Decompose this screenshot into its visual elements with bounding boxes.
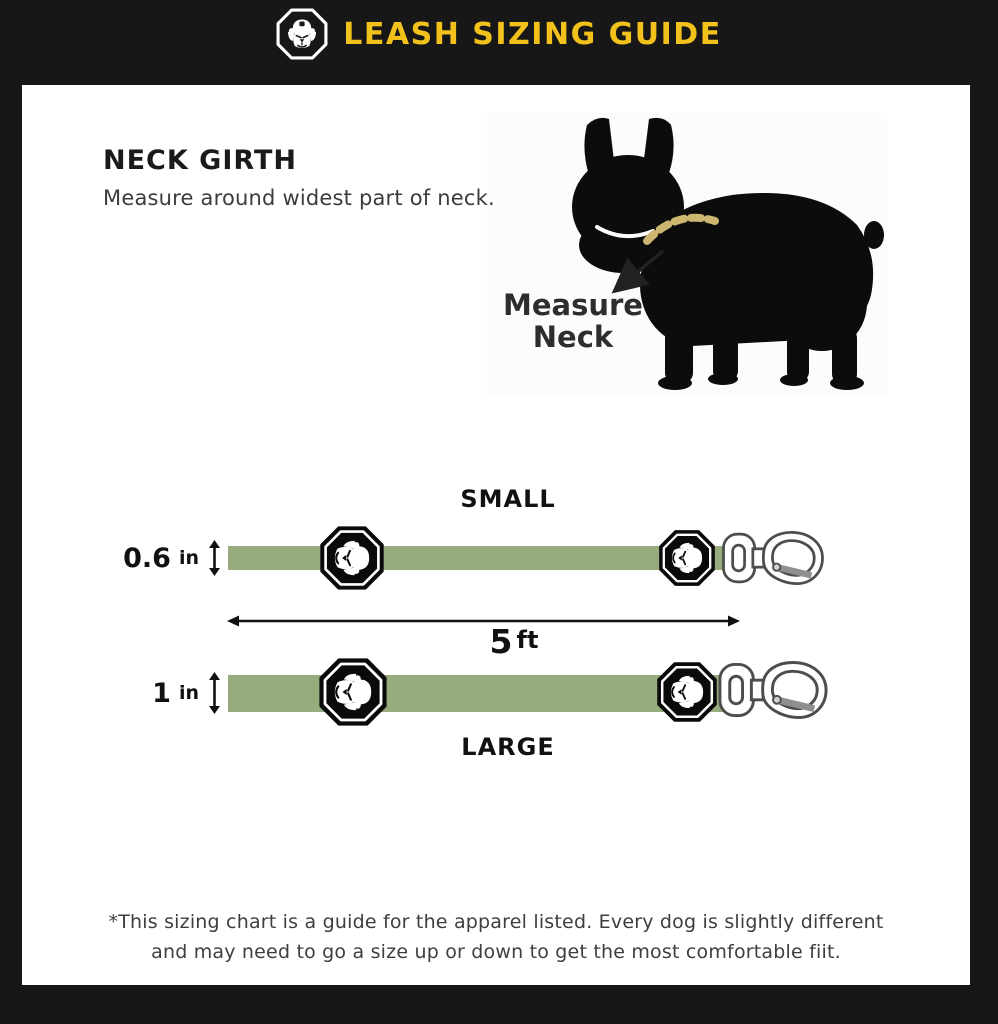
small-leash-badge-left: [319, 525, 385, 591]
length-double-arrow-icon: [227, 613, 740, 629]
measure-neck-annotation: Measure Neck: [503, 288, 643, 354]
small-leash-clasp-icon: [719, 525, 827, 591]
sizing-disclaimer: *This sizing chart is a guide for the apparel listed. Every dog is slightly different and may need to go a size up or down to get the most comfortable fiit.: [108, 911, 884, 963]
large-leash-clasp-icon: [716, 653, 830, 727]
vertical-double-arrow-icon: [207, 540, 222, 576]
section-heading: NECK GIRTH: [103, 145, 297, 176]
dog-measurement-figure: [487, 113, 887, 396]
section-subtitle: Measure around widest part of neck.: [103, 186, 495, 210]
small-width-measurement: 0.6 in: [123, 536, 222, 580]
length-measurement: 5 ft: [489, 622, 539, 661]
small-size-label: SMALL: [460, 485, 556, 513]
header-bar: [0, 0, 998, 68]
large-leash-badge-left: [318, 657, 388, 727]
large-leash-badge-right: [656, 661, 718, 723]
brand-logo-icon: [276, 8, 328, 60]
vertical-double-arrow-icon: [207, 672, 222, 714]
large-size-label: LARGE: [461, 733, 555, 761]
page-title: LEASH SIZING GUIDE: [343, 16, 722, 52]
content-panel: [22, 85, 970, 985]
large-width-measurement: 1 in: [152, 671, 222, 715]
small-leash-badge-right: [658, 529, 716, 587]
